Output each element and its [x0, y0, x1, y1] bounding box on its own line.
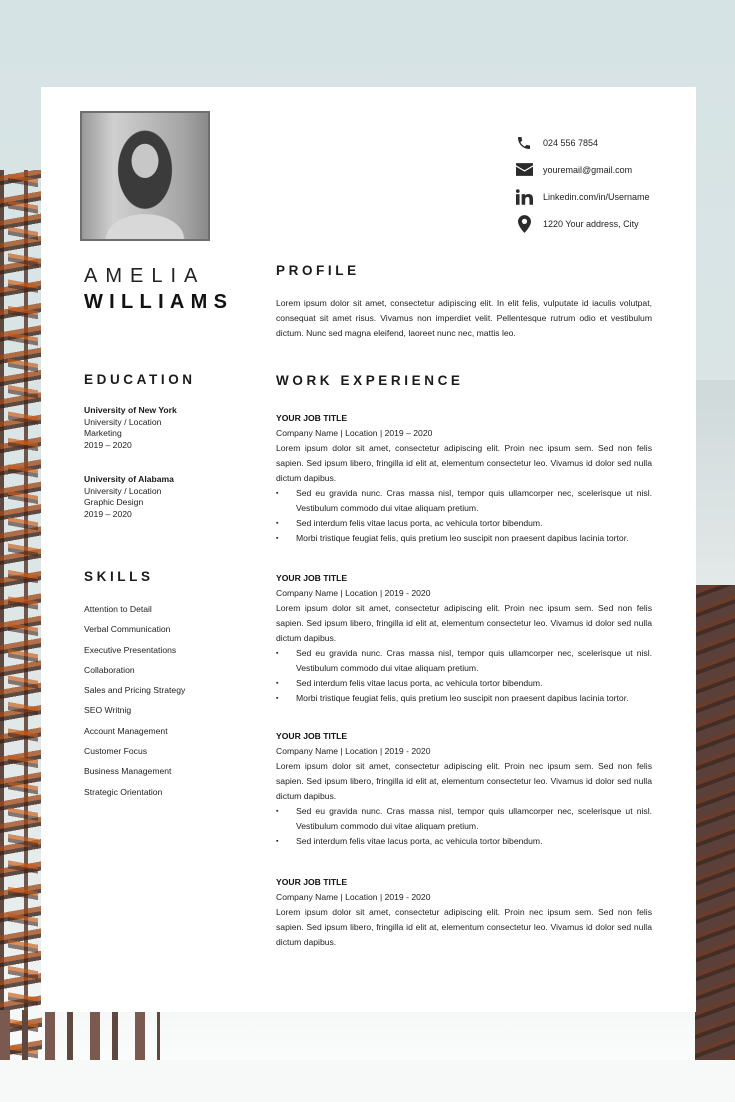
field-of-study: Graphic Design [84, 497, 144, 507]
background-snow [0, 1060, 735, 1102]
work-experience-heading: WORK EXPERIENCE [276, 373, 464, 388]
skill-item: Attention to Detail [84, 604, 152, 614]
phone-icon [515, 134, 533, 152]
job-entry [276, 411, 652, 546]
job-title: YOUR JOB TITLE [276, 731, 348, 741]
last-name: WILLIAMS [84, 291, 234, 313]
skill-item: Verbal Communication [84, 624, 171, 635]
school-name: University of New York [84, 405, 177, 415]
field-of-study: Marketing [84, 428, 122, 438]
job-bullet: ▪ Sed interdum felis vitae lacus porta, ac vehicula tortor bibendum. [276, 516, 652, 531]
candidate-name [84, 263, 274, 315]
background-trees-right [695, 585, 735, 1065]
job-meta: Company Name | Location | 2019 - 2020 [276, 746, 431, 756]
email-icon [515, 161, 533, 179]
location-pin-icon [515, 215, 533, 233]
job-entry [276, 729, 652, 849]
job-bullet: ▪ Sed eu gravida nunc. Cras massa nisl, tempor quis ullamcorper nec, scelerisque ut nisl. Vestibulum commodo dui vitae aliquam pretium. [276, 804, 652, 834]
job-bullet: ▪ Morbi tristique feugiat felis, quis pretium leo suscipit non praesent dapibus lacinia tortor. [276, 691, 652, 706]
skill-item: Account Management [84, 725, 168, 736]
job-entry [276, 875, 652, 950]
job-description: Lorem ipsum dolor sit amet, consectetur adipiscing elit. Proin nec ipsum sem. Sed non felis sapien. Sed ipsum libero, fringilla id elit at, elementum consectetur leo. Vivamus id dolor sed nulla dictum dapibus. [276, 761, 652, 801]
linkedin-icon [515, 188, 533, 206]
first-name: AMELIA [84, 265, 206, 287]
skill-item: Collaboration [84, 664, 135, 675]
contact-email [515, 156, 685, 183]
job-bullets [276, 804, 652, 849]
skill-item: Strategic Orientation [84, 786, 163, 797]
education-list [84, 405, 254, 543]
study-years: 2019 – 2020 [84, 508, 132, 519]
skills-list [84, 603, 254, 806]
contact-info [515, 129, 685, 237]
contact-phone [515, 129, 685, 156]
job-title: YOUR JOB TITLE [276, 573, 348, 583]
profile-text: Lorem ipsum dolor sit amet, consectetur adipiscing elit. In elit felis, vulputate id iaculis volutpat, consequat sit amet risus. Vivamus non imperdiet velit. Pellentesque rutrum odio et vestibulum dictum. Nunc sed magna eleifend, laoreet nunc nec, mattis leo. [276, 298, 652, 338]
study-years: 2019 – 2020 [84, 439, 132, 450]
linkedin-text[interactable]: Linkedin.com/in/Username [543, 191, 650, 202]
email-text[interactable]: youremail@gmail.com [543, 164, 633, 175]
job-bullet: ▪ Morbi tristique feugiat felis, quis pretium leo suscipit non praesent dapibus lacinia tortor. [276, 531, 652, 546]
profile-heading: PROFILE [276, 263, 360, 278]
background-tree-left [0, 170, 42, 1070]
job-description: Lorem ipsum dolor sit amet, consectetur adipiscing elit. Proin nec ipsum sem. Sed non felis sapien. Sed ipsum libero, fringilla id elit at, elementum consectetur leo. Vivamus id dolor sed nulla dictum dapibus. [276, 603, 652, 643]
job-meta: Company Name | Location | 2019 – 2020 [276, 428, 433, 438]
phone-text[interactable]: 024 556 7854 [543, 137, 599, 148]
job-bullet: ▪ Sed interdum felis vitae lacus porta, ac vehicula tortor bibendum. [276, 834, 652, 849]
job-description: Lorem ipsum dolor sit amet, consectetur adipiscing elit. Proin nec ipsum sem. Sed non felis sapien. Sed ipsum libero, fringilla id elit at, elementum consectetur leo. Vivamus id dolor sed nulla dictum dapibus. [276, 443, 652, 483]
skills-heading: SKILLS [84, 569, 154, 584]
job-meta: Company Name | Location | 2019 - 2020 [276, 892, 431, 902]
skill-item: SEO Writnig [84, 705, 132, 716]
job-title: YOUR JOB TITLE [276, 877, 348, 887]
job-entry [276, 571, 652, 706]
school-name: University of Alabama [84, 474, 174, 484]
job-meta: Company Name | Location | 2019 - 2020 [276, 588, 431, 598]
address-text: 1220 Your address, City [543, 218, 639, 229]
job-title: YOUR JOB TITLE [276, 413, 348, 423]
contact-linkedin [515, 183, 685, 210]
job-bullet: ▪ Sed interdum felis vitae lacus porta, ac vehicula tortor bibendum. [276, 676, 652, 691]
job-bullets [276, 646, 652, 706]
resume-page [41, 87, 696, 1012]
skill-item: Customer Focus [84, 746, 148, 757]
skill-item: Business Management [84, 766, 172, 777]
job-description: Lorem ipsum dolor sit amet, consectetur adipiscing elit. Proin nec ipsum sem. Sed non felis sapien. Sed ipsum libero, fringilla id elit at, elementum consectetur leo. Vivamus id dolor sed nulla dictum dapibus. [276, 907, 652, 947]
job-bullets [276, 486, 652, 546]
job-bullet: ▪ Sed eu gravida nunc. Cras massa nisl, tempor quis ullamcorper nec, scelerisque ut nisl. Vestibulum commodo dui vitae aliquam pretium. [276, 486, 652, 516]
skill-item: Sales and Pricing Strategy [84, 685, 186, 696]
education-item [84, 474, 254, 520]
school-location: University / Location [84, 416, 162, 427]
skill-item: Executive Presentations [84, 644, 177, 655]
job-bullet: ▪ Sed eu gravida nunc. Cras massa nisl, tempor quis ullamcorper nec, scelerisque ut nisl. Vestibulum commodo dui vitae aliquam pretium. [276, 646, 652, 676]
profile-photo [80, 111, 210, 241]
contact-address [515, 210, 685, 237]
education-heading: EDUCATION [84, 372, 196, 387]
education-item [84, 405, 254, 451]
school-location: University / Location [84, 485, 162, 496]
